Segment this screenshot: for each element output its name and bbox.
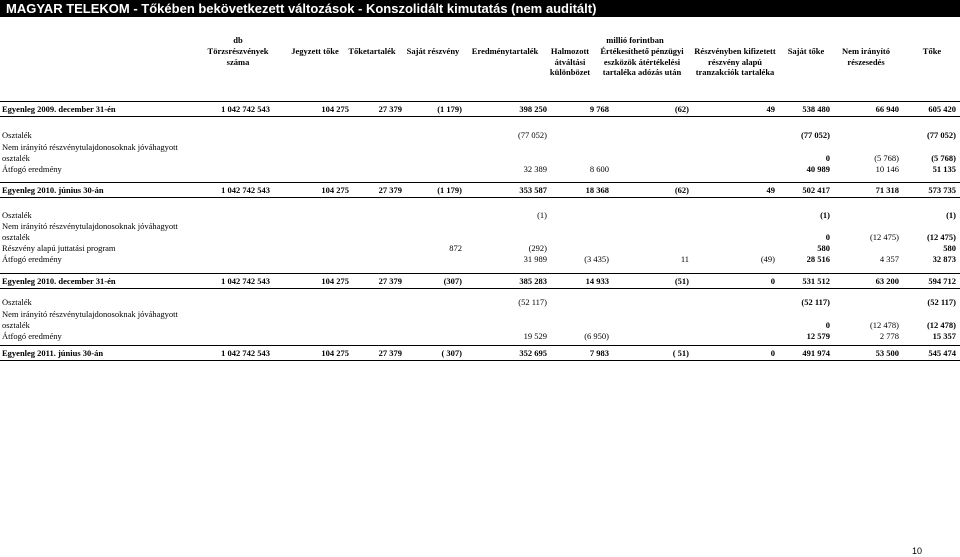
table-cell: 1 042 742 543 xyxy=(221,348,270,358)
movement-row-label: Nem irányító részvénytulajdonosoknak jóváhagyott xyxy=(2,142,178,152)
table-cell: 66 940 xyxy=(875,104,899,114)
movement-row-label: Átfogó eredmény xyxy=(2,164,62,174)
table-cell: 27 379 xyxy=(378,276,402,286)
table-cell: 49 xyxy=(766,185,775,195)
table-cell: 545 474 xyxy=(928,348,956,358)
table-cell: ( 51) xyxy=(672,348,689,358)
table-cell: (12 475) xyxy=(869,232,899,242)
table-cell: 19 529 xyxy=(523,331,547,341)
movement-row-label: Osztalék xyxy=(2,297,32,307)
table-cell: (49) xyxy=(760,254,775,264)
table-cell: 27 379 xyxy=(378,185,402,195)
balance-row-bottom-rule xyxy=(0,197,960,198)
table-cell: 104 275 xyxy=(321,276,349,286)
table-cell: 580 xyxy=(943,243,956,253)
table-cell: (52 117) xyxy=(927,297,956,307)
balance-row-label: Egyenleg 2010. június 30-án xyxy=(2,185,104,195)
table-cell: 0 xyxy=(770,348,775,358)
table-cell: 15 357 xyxy=(932,331,956,341)
movement-row-label: Nem irányító részvénytulajdonosoknak jóváhagyott xyxy=(2,221,178,231)
table-cell: (52 117) xyxy=(518,297,547,307)
table-cell: 104 275 xyxy=(321,104,349,114)
table-cell: 1 042 742 543 xyxy=(221,104,270,114)
table-cell: (77 052) xyxy=(517,130,547,140)
table-cell: (51) xyxy=(674,276,689,286)
balance-row-top-rule xyxy=(0,101,960,102)
table-cell: 27 379 xyxy=(378,348,402,358)
table-cell: 398 250 xyxy=(519,104,547,114)
balance-row-bottom-rule xyxy=(0,288,960,289)
table-cell: 4 357 xyxy=(879,254,899,264)
movement-row-label: Osztalék xyxy=(2,130,32,140)
table-cell: 573 735 xyxy=(928,185,956,195)
table-cell: (62) xyxy=(674,185,689,195)
table-cell: 11 xyxy=(680,254,689,264)
table-cell: 491 974 xyxy=(802,348,830,358)
balance-row-label: Egyenleg 2010. december 31-én xyxy=(2,276,116,286)
table-cell: 9 768 xyxy=(589,104,609,114)
table-cell: 53 500 xyxy=(875,348,899,358)
table-cell: 32 389 xyxy=(523,164,547,174)
table-cell: 502 417 xyxy=(802,185,830,195)
table-cell: 12 579 xyxy=(806,331,830,341)
table-cell: (1 179) xyxy=(437,104,462,114)
balance-row-top-rule xyxy=(0,345,960,346)
table-cell: (52 117) xyxy=(801,297,830,307)
table-cell: (3 435) xyxy=(584,254,609,264)
table-cell: (5 768) xyxy=(874,153,899,163)
movement-row-label: Osztalék xyxy=(2,210,32,220)
header-translation-difference: Halmozott átváltási különbözet xyxy=(549,46,591,77)
header-afs-reserve: Értékesíthető pénzügyi eszközök átértékelési tartaléka adózás után xyxy=(600,46,684,77)
table-cell: 32 873 xyxy=(932,254,956,264)
table-cell: 10 146 xyxy=(875,164,899,174)
table-cell: (1) xyxy=(946,210,956,220)
unit-huf-label: millió forintban xyxy=(606,35,664,45)
balance-row-bottom-rule xyxy=(0,360,960,361)
movement-row-label: Nem irányító részvénytulajdonosoknak jóváhagyott xyxy=(2,309,178,319)
movement-row-label: osztalék xyxy=(2,232,30,242)
table-cell: 104 275 xyxy=(321,185,349,195)
movement-row-label: Átfogó eredmény xyxy=(2,331,62,341)
movement-row-label: osztalék xyxy=(2,153,30,163)
header-non-controlling: Nem irányító részesedés xyxy=(842,46,890,67)
table-cell: (292) xyxy=(528,243,547,253)
table-cell: (12 475) xyxy=(926,232,956,242)
balance-row-label: Egyenleg 2011. június 30-án xyxy=(2,348,104,358)
movement-row-label: Átfogó eredmény xyxy=(2,254,62,264)
table-cell: (1) xyxy=(537,210,547,220)
table-cell: 1 042 742 543 xyxy=(221,185,270,195)
page-number: 10 xyxy=(911,546,922,556)
table-cell: 8 600 xyxy=(589,164,609,174)
table-cell: 0 xyxy=(825,232,830,242)
document-title: MAGYAR TELEKOM - Tőkében bekövetkezett változások - Konszolidált kimutatás (nem auditált) xyxy=(0,0,960,17)
table-cell: 51 135 xyxy=(932,164,956,174)
table-cell: (77 052) xyxy=(926,130,956,140)
header-shares-count: Törzsrészvények száma xyxy=(207,46,269,67)
header-share-capital: Jegyzett tőke xyxy=(291,46,339,56)
table-cell: 531 512 xyxy=(802,276,830,286)
header-total-equity: Tőke xyxy=(922,46,942,56)
table-cell: 594 712 xyxy=(928,276,956,286)
table-cell: 605 420 xyxy=(928,104,956,114)
header-treasury-stock: Saját részvény xyxy=(406,46,460,56)
table-cell: 31 989 xyxy=(523,254,547,264)
table-cell: 104 275 xyxy=(321,348,349,358)
table-cell: 71 318 xyxy=(875,185,899,195)
table-cell: 40 989 xyxy=(806,164,830,174)
table-cell: (307) xyxy=(443,276,462,286)
table-cell: 353 587 xyxy=(519,185,547,195)
balance-row-top-rule xyxy=(0,273,960,274)
table-cell: 1 042 742 543 xyxy=(221,276,270,286)
table-cell: 0 xyxy=(825,153,830,163)
table-cell: (6 950) xyxy=(584,331,609,341)
table-cell: (62) xyxy=(674,104,689,114)
table-cell: 0 xyxy=(825,320,830,330)
table-cell: (12 478) xyxy=(869,320,899,330)
table-cell: (1 179) xyxy=(437,185,462,195)
header-capital-reserve: Tőketartalék xyxy=(348,46,396,56)
table-cell: 63 200 xyxy=(875,276,899,286)
movement-row-label: Részvény alapú juttatási program xyxy=(2,243,116,253)
movement-row-label: osztalék xyxy=(2,320,30,330)
table-cell: 0 xyxy=(770,276,775,286)
table-cell: 28 516 xyxy=(806,254,830,264)
table-cell: 538 480 xyxy=(802,104,830,114)
header-equity: Saját tőke xyxy=(787,46,825,56)
unit-db-label: db xyxy=(233,35,243,45)
table-cell: (12 478) xyxy=(926,320,956,330)
table-cell: (77 052) xyxy=(800,130,830,140)
table-cell: 18 368 xyxy=(585,185,609,195)
table-cell: (5 768) xyxy=(931,153,956,163)
table-cell: 385 283 xyxy=(519,276,547,286)
table-cell: 14 933 xyxy=(585,276,609,286)
table-cell: 580 xyxy=(817,243,830,253)
header-retained-earnings: Eredménytartalék xyxy=(471,46,539,56)
balance-row-bottom-rule xyxy=(0,116,960,117)
table-cell: 49 xyxy=(766,104,775,114)
table-cell: 872 xyxy=(449,243,462,253)
table-cell: 352 695 xyxy=(519,348,547,358)
table-cell: 2 778 xyxy=(879,331,899,341)
header-share-based-reserve: Részvényben kifizetett részvény alapú tranzakciók tartaléka xyxy=(694,46,776,77)
table-cell: ( 307) xyxy=(441,348,462,358)
table-cell: 27 379 xyxy=(378,104,402,114)
balance-row-top-rule xyxy=(0,182,960,183)
table-cell: (1) xyxy=(820,210,830,220)
balance-row-label: Egyenleg 2009. december 31-én xyxy=(2,104,116,114)
table-cell: 7 983 xyxy=(589,348,609,358)
